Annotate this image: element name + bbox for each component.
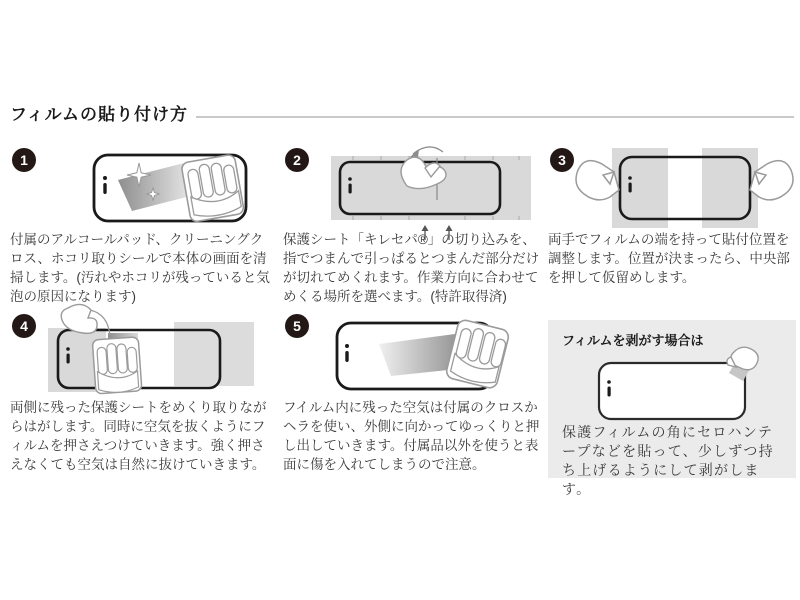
step-1-caption: 付属のアルコールパッド、クリーニングクロス、ホコリ取りシールで本体の画面を清掃します。(汚れやホコリが残っていると気泡の原因になります) (10, 232, 270, 304)
step-4 (10, 312, 273, 474)
step-2 (283, 146, 541, 306)
step-5 (283, 312, 541, 474)
step-2-caption: 保護シート「キレセパ®」の切り込みを、指でつまんで引っぱるとつまんだ部分だけが切れてめくれます。作業方向に合わせてめくる場所を選べます。(特許取得済) (283, 232, 540, 304)
pinch-cut-sheet-illustration (327, 146, 537, 240)
push-air-out-illustration (327, 314, 527, 398)
step-1-number-badge: 1 (12, 148, 36, 172)
step-3-number-badge: 3 (550, 148, 574, 172)
title-divider-line (196, 116, 794, 118)
step-1 (10, 146, 273, 306)
step-3 (548, 146, 798, 287)
hand-with-cloth-icon (92, 337, 142, 394)
step-3-caption: 両手でフィルムの端を持って貼付位置を調整します。位置が決まったら、中央部を押して仮留めします。 (548, 232, 790, 285)
peel-film-box (548, 320, 796, 497)
peel-film-box-caption: 保護フィルムの角にセロハンテープなどを貼って、少しずつ持ち上げるようにして剥がします。 (562, 424, 774, 497)
step-4-caption: 両側に残った保護シートをめくり取りながらはがします。同時に空気を抜くようにフィルムを押さえつけていきます。強く押さえなくても空気は自然に抜けていきます。 (10, 400, 267, 472)
step-4-number-badge: 4 (12, 314, 36, 338)
peel-with-tape-illustration (573, 351, 773, 421)
step-2-number-badge: 2 (285, 148, 309, 172)
step-5-caption: フイルム内に残った空気は付属のクロスかヘラを使い、外側に向かってゆっくりと押し出していきます。付属品以外を使うと表面に傷を入れてしまうので注意。 (283, 400, 540, 472)
step-5-number-badge: 5 (285, 314, 309, 338)
peel-sides-press-illustration (44, 304, 259, 400)
pinching-fingers-icon (727, 347, 758, 370)
page-title: フィルムの貼り付け方 (10, 105, 188, 124)
hand-with-cloth-icon (181, 154, 245, 222)
cut-position-arrows-icon (422, 225, 453, 240)
clean-screen-illustration (82, 146, 282, 230)
align-film-both-hands-illustration (572, 146, 797, 230)
peel-film-box-title: フィルムを剥がす場合は (562, 333, 704, 348)
